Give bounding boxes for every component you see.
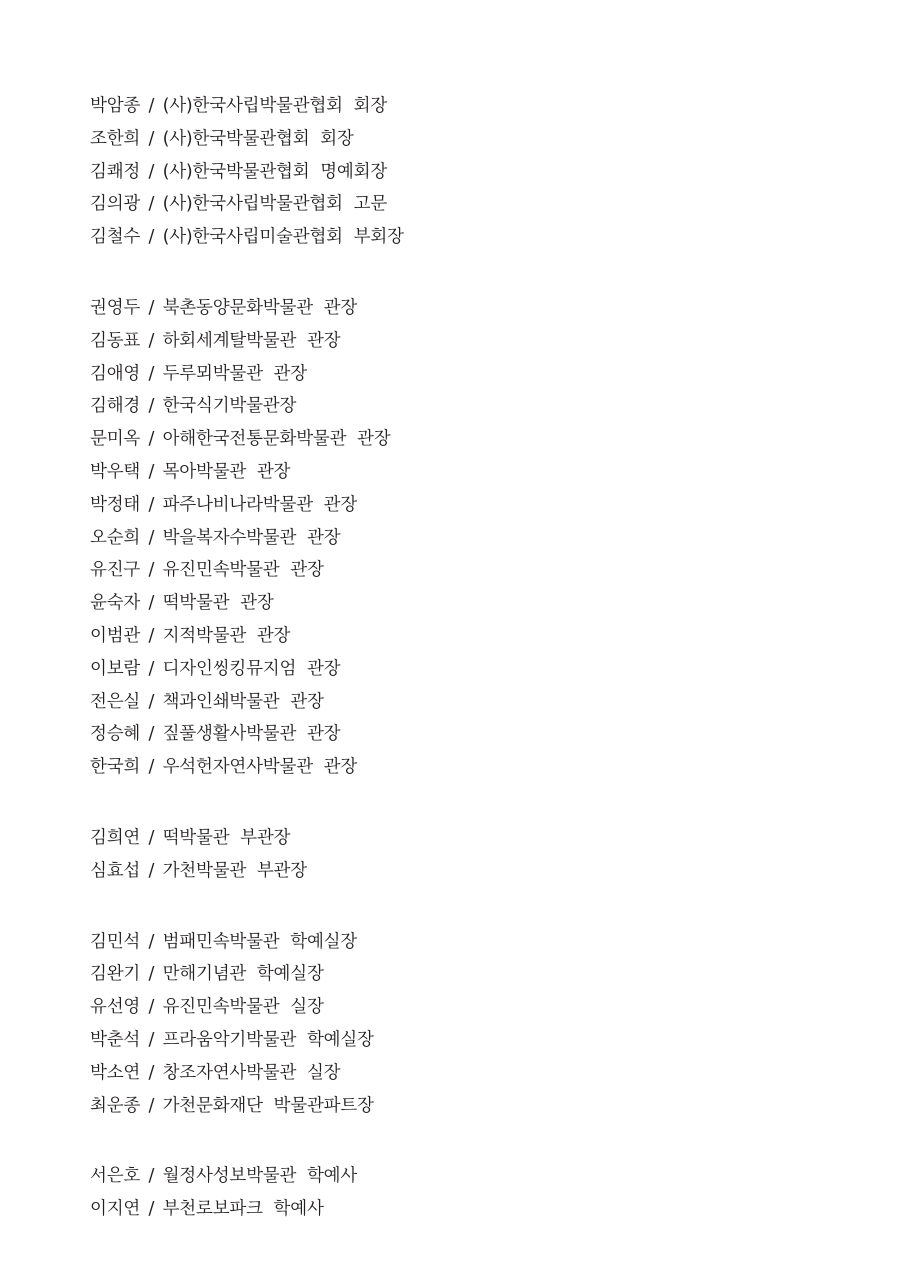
person-name: 오순희: [90, 527, 141, 548]
name-affiliation-separator: /: [148, 1029, 155, 1050]
credits-group: [90, 1160, 900, 1226]
person-affiliation: (사)한국사립박물관협회 회장: [162, 96, 388, 116]
person-affiliation: 우석헌자연사박물관 관장: [162, 757, 358, 778]
person-name: 이지연: [90, 1199, 141, 1220]
list-item: [90, 156, 900, 189]
list-item: [90, 1057, 900, 1090]
person-affiliation: (사)한국박물관협회 명예회장: [162, 161, 388, 182]
person-affiliation: 만해기념관 학예실장: [162, 964, 324, 985]
list-item: [90, 423, 900, 456]
person-name: 유선영: [90, 997, 141, 1018]
person-name: 김완기: [90, 964, 141, 985]
person-affiliation: 창조자연사박물관 실장: [162, 1062, 341, 1083]
name-affiliation-separator: /: [148, 297, 155, 318]
person-affiliation: 떡박물관 부관장: [162, 827, 291, 848]
list-item: [90, 325, 900, 358]
person-name: 박춘석: [90, 1029, 141, 1050]
name-affiliation-separator: /: [148, 1199, 155, 1220]
name-affiliation-separator: /: [148, 691, 155, 712]
person-affiliation: 디자인씽킹뮤지엄 관장: [162, 658, 341, 679]
person-name: 권영두: [90, 297, 141, 318]
credits-group: [90, 90, 900, 254]
list-item: [90, 751, 900, 784]
person-name: 박소연: [90, 1062, 141, 1083]
person-name: 김애영: [90, 363, 141, 384]
person-name: 김희연: [90, 827, 141, 848]
list-item: [90, 855, 900, 888]
person-affiliation: 두루뫼박물관 관장: [162, 363, 307, 384]
person-name: 이범관: [90, 625, 141, 646]
person-affiliation: 하회세계탈박물관 관장: [162, 330, 341, 351]
person-affiliation: 지적박물관 관장: [162, 625, 291, 646]
person-name: 한국희: [90, 757, 141, 778]
name-affiliation-separator: /: [148, 461, 155, 482]
list-item: [90, 1024, 900, 1057]
list-item: [90, 822, 900, 855]
person-affiliation: 떡박물관 관장: [162, 593, 274, 614]
name-affiliation-separator: /: [148, 429, 155, 450]
name-affiliation-separator: /: [148, 1095, 155, 1116]
person-affiliation: 프라움악기박물관 학예실장: [162, 1029, 374, 1050]
person-name: 박정태: [90, 494, 141, 515]
person-name: 전은실: [90, 691, 141, 712]
person-affiliation: (사)한국사립박물관협회 고문: [162, 194, 388, 215]
list-item: [90, 653, 900, 686]
name-affiliation-separator: /: [148, 997, 155, 1018]
person-name: 조한희: [90, 128, 141, 149]
name-affiliation-separator: /: [148, 757, 155, 778]
person-affiliation: 박을복자수박물관 관장: [162, 527, 341, 548]
name-affiliation-separator: /: [148, 96, 155, 116]
list-item: [90, 1090, 900, 1123]
person-name: 박암종: [90, 96, 141, 116]
list-item: [90, 718, 900, 751]
person-name: 이보람: [90, 658, 141, 679]
person-name: 박우택: [90, 461, 141, 482]
person-affiliation: 책과인쇄박물관 관장: [162, 691, 324, 712]
list-item: [90, 221, 900, 254]
person-affiliation: 파주나비나라박물관 관장: [162, 494, 358, 515]
person-affiliation: 유진민속박물관 관장: [162, 560, 324, 581]
name-affiliation-separator: /: [148, 1166, 155, 1187]
name-affiliation-separator: /: [148, 128, 155, 149]
name-affiliation-separator: /: [148, 1062, 155, 1083]
list-item: [90, 991, 900, 1024]
name-affiliation-separator: /: [148, 330, 155, 351]
list-item: [90, 123, 900, 156]
person-affiliation: 한국식기박물관장: [162, 396, 297, 417]
name-affiliation-separator: /: [148, 931, 155, 952]
list-item: [90, 292, 900, 325]
list-item: [90, 620, 900, 653]
credits-group: [90, 822, 900, 888]
person-name: 김민석: [90, 931, 141, 952]
list-item: [90, 358, 900, 391]
person-name: 김의광: [90, 194, 141, 215]
name-affiliation-separator: /: [148, 363, 155, 384]
name-affiliation-separator: /: [148, 593, 155, 614]
name-affiliation-separator: /: [148, 827, 155, 848]
list-item: [90, 390, 900, 423]
list-item: [90, 90, 900, 123]
person-name: 심효섭: [90, 860, 141, 881]
person-affiliation: (사)한국박물관협회 회장: [162, 128, 354, 149]
list-item: [90, 587, 900, 620]
person-name: 서은호: [90, 1166, 141, 1187]
person-name: 김해경: [90, 396, 141, 417]
list-item: [90, 686, 900, 719]
person-affiliation: 목아박물관 관장: [162, 461, 291, 482]
person-affiliation: 가천박물관 부관장: [162, 860, 307, 881]
person-affiliation: 월정사성보박물관 학예사: [162, 1166, 358, 1187]
person-name: 유진구: [90, 560, 141, 581]
name-affiliation-separator: /: [148, 396, 155, 417]
credits-group: [90, 292, 900, 784]
person-affiliation: 부천로보파크 학예사: [162, 1199, 324, 1220]
list-item: [90, 926, 900, 959]
name-affiliation-separator: /: [148, 964, 155, 985]
person-name: 김동표: [90, 330, 141, 351]
person-affiliation: 북촌동양문화박물관 관장: [162, 297, 358, 318]
person-affiliation: 유진민속박물관 실장: [162, 997, 324, 1018]
list-item: [90, 456, 900, 489]
name-affiliation-separator: /: [148, 724, 155, 745]
name-affiliation-separator: /: [148, 161, 155, 182]
person-affiliation: (사)한국사립미술관협회 부회장: [162, 227, 404, 248]
credits-list: [90, 90, 900, 1226]
person-affiliation: 짚풀생활사박물관 관장: [162, 724, 341, 745]
name-affiliation-separator: /: [148, 227, 155, 248]
name-affiliation-separator: /: [148, 194, 155, 215]
name-affiliation-separator: /: [148, 860, 155, 881]
list-item: [90, 1160, 900, 1193]
list-item: [90, 958, 900, 991]
list-item: [90, 522, 900, 555]
person-name: 김철수: [90, 227, 141, 248]
list-item: [90, 188, 900, 221]
person-name: 김쾌정: [90, 161, 141, 182]
person-affiliation: 범패민속박물관 학예실장: [162, 931, 358, 952]
list-item: [90, 1193, 900, 1226]
name-affiliation-separator: /: [148, 560, 155, 581]
name-affiliation-separator: /: [148, 625, 155, 646]
person-name: 윤숙자: [90, 593, 141, 614]
name-affiliation-separator: /: [148, 494, 155, 515]
person-name: 정승혜: [90, 724, 141, 745]
name-affiliation-separator: /: [148, 527, 155, 548]
list-item: [90, 489, 900, 522]
list-item: [90, 554, 900, 587]
person-name: 문미옥: [90, 429, 141, 450]
credits-group: [90, 926, 900, 1123]
person-affiliation: 가천문화재단 박물관파트장: [162, 1095, 374, 1116]
person-affiliation: 아해한국전통문화박물관 관장: [162, 429, 391, 450]
name-affiliation-separator: /: [148, 658, 155, 679]
person-name: 최운종: [90, 1095, 141, 1116]
